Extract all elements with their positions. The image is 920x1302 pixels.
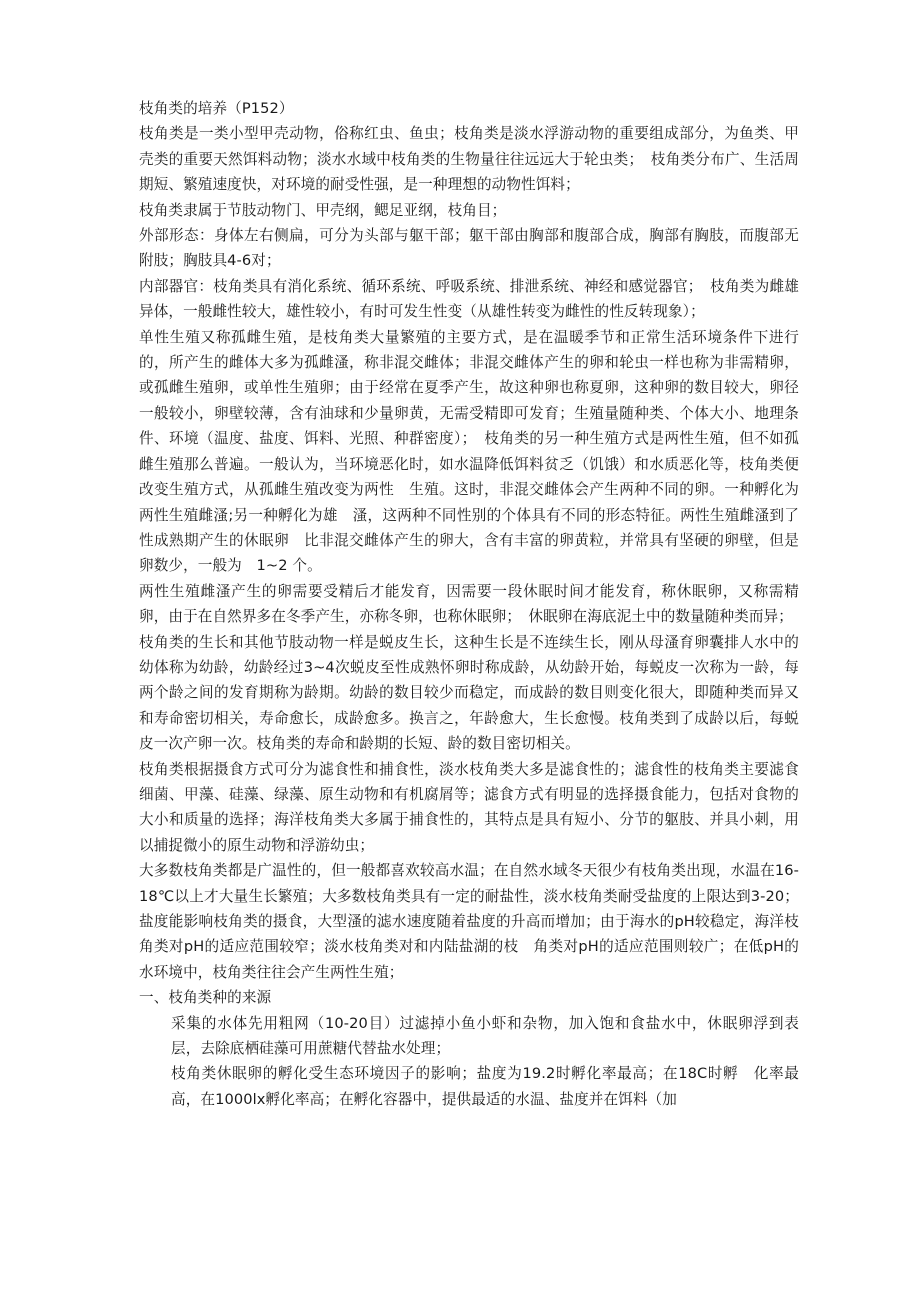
section-heading: 一、枝角类种的来源 [139,989,272,1007]
paragraph-feeding: 枝角类根据摄食方式可分为滤食性和捕食性，淡水枝角类大多是滤食性的；滤食性的枝角类主要滤食细菌、甲藻、硅藻、绿藻、原生动物和有机腐屑等；滤食方式有明显的选择摄食能力，包括对食物的大小和质量的选择；海洋枝角类大多属于捕食性的，其特点是具有短小、分节的躯肢、并具小刺，用以捕捉微小的原生动物和浮游幼虫； [139,760,799,854]
paragraph-growth: 枝角类的生长和其他节肢动物一样是蜕皮生长，这种生长是不连续生长，刚从母溞育卵囊排人水中的幼体称为幼龄，幼龄经过3~4次蜕皮至性成熟怀卵时称成龄，从幼龄开始，每蜕皮一次称为一龄，每两个龄之间的发育期称为龄期。幼龄的数目较少而稳定，而成龄的数目则变化很大，即随种类而异又和寿命密切相关，寿命愈长，成龄愈多。换言之，年龄愈大，生长愈慢。枝角类到了成龄以后，每蜕皮一次产卵一次。枝角类的寿命和龄期的长短、龄的数目密切相关。 [139,633,799,753]
paragraph-resting-eggs: 两性生殖雌溞产生的卵需要受精后才能发育，因需要一段休眠时间才能发育，称休眠卵，又称需精卵，由于在自然界多在冬季产生，亦称冬卵，也称休眠卵； 休眠卵在海底泥土中的数量随种类而异； [139,582,799,626]
paragraph-reproduction: 单性生殖又称孤雌生殖，是枝角类大量繁殖的主要方式，是在温暖季节和正常生活环境条件下进行的，所产生的雌体大多为孤雌溞，称非混交雌体；非混交雌体产生的卵和轮虫一样也称为非需精卵，或孤雌生殖卵，或单性生殖卵；由于经常在夏季产生，故这种卵也称夏卵，这种卵的数目较大，卵径一般较小，卵壁较薄，含有油球和少量卵黄，无需受精即可发育；生殖量随种类、个体大小、地理条件、环境（温度、盐度、饵料、光照、种群密度）； 枝角类的另一种生殖方式是两性生殖，但不如孤雌生殖那么普遍。一般认为，当环境恶化时，如水温降低饵料贫乏（饥饿）和水质恶化等，枝角类便改变生殖方式，从孤雌生殖改变为两性 生殖。这时，非混交雌体会产生两种不同的卵。一种孵化为两性生殖雌溞;另一种孵化为雄 溞，这两种不同性别的个体具有不同的形态特征。两性生殖雌溞到了性成熟期产生的休眠卵 比非混交雌体产生的卵大，含有丰富的卵黄粒，并常具有坚硬的卵壁，但是卵数少，一般为 1~2 个。 [139,328,799,575]
document-title: 枝角类的培养（P152） [139,100,294,117]
section-item-collection: 采集的水体先用粗网（10-20目）过滤掉小鱼小虾和杂物，加入饱和食盐水中，休眠卵浮到表层，去除底栖硅藻可用蔗糖代替盐水处理； [171,1014,799,1058]
document-page [139,96,799,1112]
paragraph-intro: 枝角类是一类小型甲壳动物，俗称红虫、鱼虫；枝角类是淡水浮游动物的重要组成部分，为鱼类、甲壳类的重要天然饵料动物；淡水水域中枝角类的生物量往往远远大于轮虫类； 枝角类分布广、生活周期短、繁殖速度快，对环境的耐受性强，是一种理想的动物性饵料； [139,125,799,194]
paragraph-environment: 大多数枝角类都是广温性的，但一般都喜欢较高水温；在自然水域冬天很少有枝角类出现，水温在16-18℃以上才大量生长繁殖；大多数枝角类具有一定的耐盐性，淡水枝角类耐受盐度的上限达到3-20；盐度能影响枝角类的摄食，大型溞的滤水速度随着盐度的升高而增加；由于海水的pH较稳定，海洋枝角类对pH的适应范围较窄；淡水枝角类对和内陆盐湖的枝 角类对pH的适应范围则较广；在低pH的水环境中，枝角类往往会产生两性生殖； [139,862,799,981]
section-item-hatching: 枝角类休眠卵的孵化受生态环境因子的影响；盐度为19.2时孵化率最高；在18C时孵 化率最高，在1000lx孵化率高；在孵化容器中，提供最适的水温、盐度并在饵料（加 [171,1065,799,1108]
paragraph-taxonomy: 枝角类隶属于节肢动物门、甲壳纲，鳃足亚纲，枝角目； [139,201,507,219]
paragraph-external-morphology: 外部形态：身体左右侧扁，可分为头部与躯干部；躯干部由胸部和腹部合成，胸部有胸肢，而腹部无附肢；胸肢具4-6对； [139,227,799,270]
paragraph-internal-organs: 内部器官：枝角类具有消化系统、循环系统、呼吸系统、排泄系统、神经和感觉器官； 枝角类为雌雄异体，一般雌性较大，雄性较小，有时可发生性变（从雄性转变为雌性的性反转现象）； [139,277,799,321]
